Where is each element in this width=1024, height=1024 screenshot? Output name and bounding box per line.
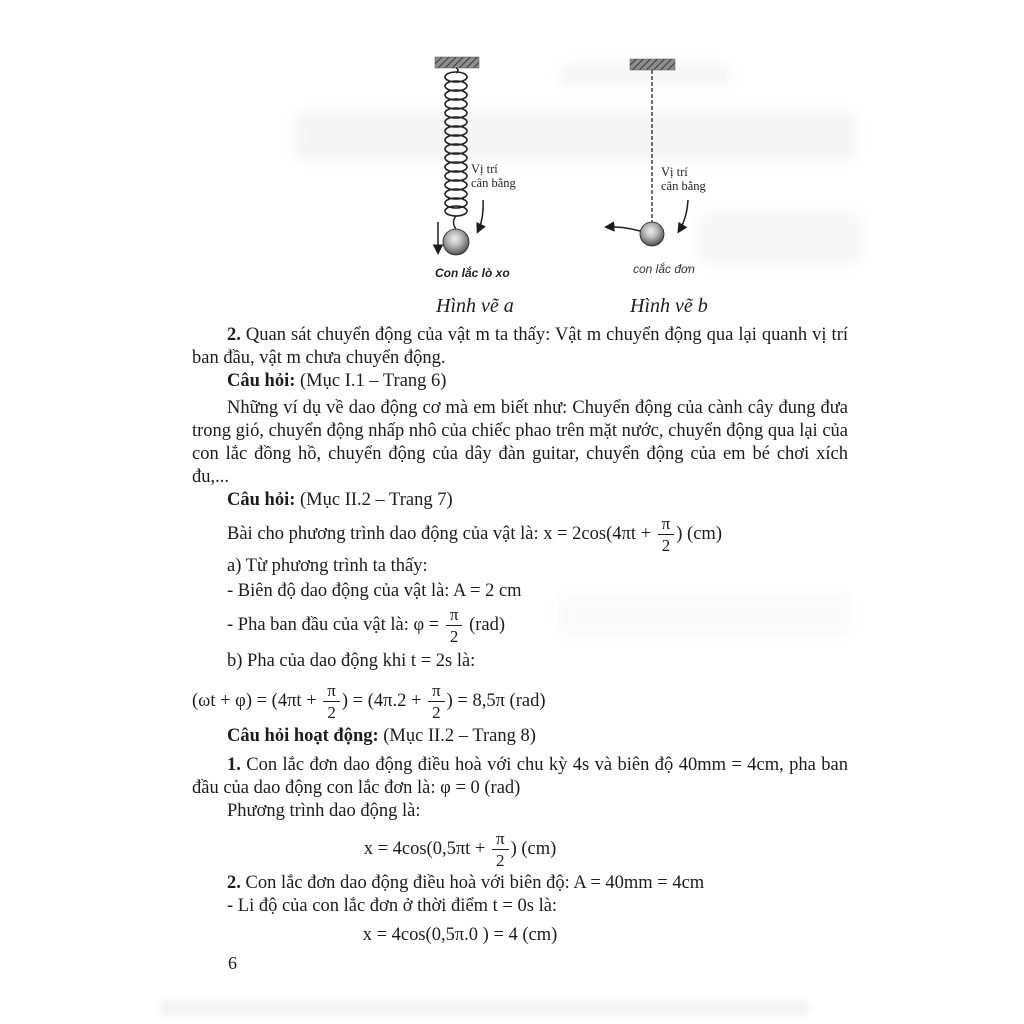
motion-equation-label: Phương trình dao động là: <box>227 801 421 821</box>
part-a-line: a) Từ phương trình ta thấy: <box>227 556 428 576</box>
phase-equation: (ωt + φ) = (4πt + $\frac{\pi}{2}$ ) = (4π.2 + $\frac{\pi}{2}$ ) = 8,5π (rad) <box>192 681 546 722</box>
examples-paragraph: Những ví dụ về dao động cơ mà em biết như: Chuyển động của cành cây đung đưa trong gió, chuyển động nhấp nhô của chiếc phao trên mặt nước, chuyển động qua lại của con lắc đồng hồ, chuyển động của dây đàn guitar, chuyển động của em bé chơi xích đu,... <box>192 398 848 487</box>
ceiling-bar <box>630 59 675 70</box>
figure-b-caption: Hình vẽ b <box>630 295 708 317</box>
simple-pendulum-label: con lắc đơn <box>633 262 695 276</box>
swing-arrow <box>607 227 640 231</box>
question-3: Câu hỏi hoạt động: (Mục II.2 – Trang 8) <box>227 726 536 746</box>
equilibrium-arrow <box>478 200 483 231</box>
fraction: $\frac{\pi}{2}$ <box>428 681 445 722</box>
spring-coil <box>445 72 467 216</box>
item-1-paragraph: 1. Con lắc đơn dao động điều hoà với chu kỳ 4s và biên độ 40mm = 4cm, pha ban đầu của dao động con lắc đơn là: φ = 0 (rad) <box>192 755 848 798</box>
displacement-equation: x = 4cos(0,5π.0 ) = 4 (cm) <box>362 925 558 945</box>
pendulum-bob <box>640 222 664 246</box>
part-b-line: b) Pha của dao động khi t = 2s là: <box>227 651 476 671</box>
amplitude-line: - Biên độ dao động của vật là: A = 2 cm <box>227 581 522 601</box>
phase-line: - Pha ban đầu của vật là: φ = $\frac{\pi}{2}$ (rad) <box>227 605 506 646</box>
question-1: Câu hỏi: (Mục I.1 – Trang 6) <box>227 371 447 391</box>
fraction: $\frac{\pi}{2}$ <box>658 514 675 555</box>
body-text <box>192 324 848 947</box>
given-equation: Bài cho phương trình dao động của vật là: x = 2cos(4πt + $\frac{\pi}{2}$ ) (cm) <box>227 514 722 555</box>
fraction: $\frac{\pi}{2}$ <box>492 829 509 870</box>
motion-equation: x = 4cos(0,5πt + $\frac{\pi}{2}$ ) (cm) <box>363 829 557 870</box>
fraction: $\frac{\pi}{2}$ <box>446 605 463 646</box>
spring-pendulum-label: Con lắc lò xo <box>435 266 510 280</box>
equilibrium-label-b: Vị trí cân bằng <box>661 165 706 193</box>
figure-a-caption: Hình vẽ a <box>436 295 514 317</box>
equilibrium-label-a: Vị trí cân bằng <box>471 162 516 190</box>
fraction: $\frac{\pi}{2}$ <box>323 681 340 722</box>
page-number: 6 <box>228 953 237 973</box>
observation-paragraph: 2. Quan sát chuyển động của vật m ta thấy: Vật m chuyển động qua lại quanh vị trí ban đầu, vật m chưa chuyển động. <box>192 325 848 368</box>
question-2: Câu hỏi: (Mục II.2 – Trang 7) <box>227 490 453 510</box>
scan-artifact <box>160 1000 810 1016</box>
scan-artifact <box>295 112 855 160</box>
ceiling-bar <box>435 57 479 68</box>
item-2-paragraph: 2. Con lắc đơn dao động điều hoà với biên độ: A = 40mm = 4cm <box>227 873 705 893</box>
displacement-line: - Li độ của con lắc đơn ở thời điểm t = 0s là: <box>227 896 558 916</box>
pendulum-bob <box>443 229 469 255</box>
equilibrium-arrow <box>679 200 688 231</box>
